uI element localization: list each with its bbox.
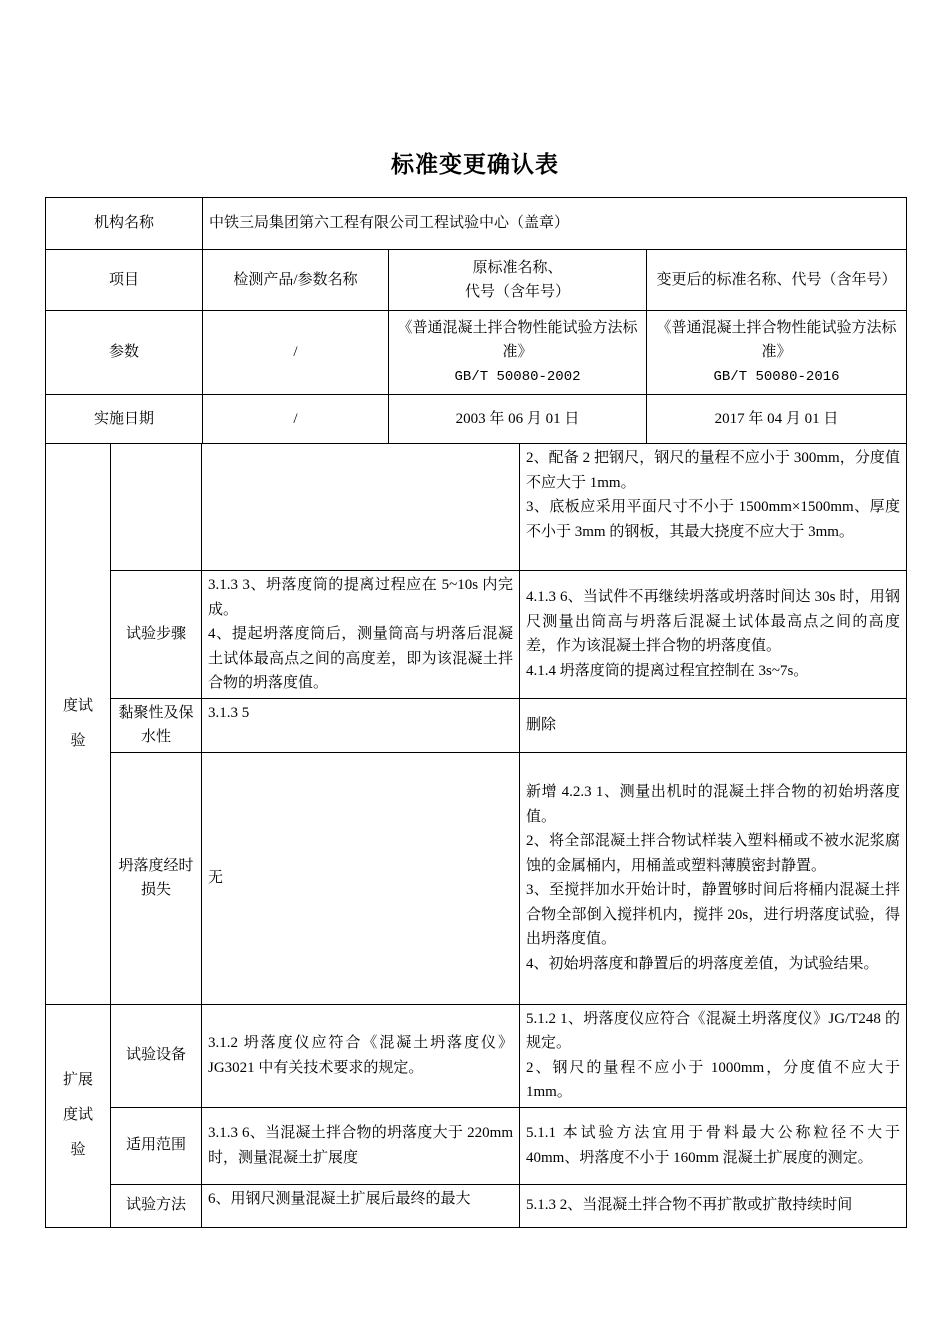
- spread-scope-new: 5.1.1 本试验方法宜用于骨料最大公称粒径不大于 40mm、坍落度不小于 160mm 混凝土扩展度的测定。: [520, 1107, 907, 1184]
- cohesion-new: 删除: [520, 698, 907, 752]
- slump-loss-new: [520, 752, 907, 1004]
- param-label: 参数: [46, 311, 203, 395]
- slump-steps-category: 试验步骤: [111, 571, 202, 699]
- new-std-code: GB/T 50080-2016: [713, 368, 840, 385]
- spread-equipment-new-1: 5.1.2 1、坍落度仪应符合《混凝土坍落度仪》JG/T248 的规定。: [526, 1010, 900, 1051]
- spread-equipment-new-2: 2、钢尺的量程不应小于 1000mm，分度值不应大于 1mm。: [526, 1059, 900, 1100]
- slump-loss-new-1: 新增 4.2.3 1、测量出机时的混凝土拌合物的初始坍落度值。: [526, 784, 900, 825]
- slump-loss-category: 坍落度经时损失: [111, 752, 202, 1004]
- new-std-name: 《普通混凝土拌合物性能试验方法标准》: [656, 319, 897, 361]
- spread-section-label: [46, 1004, 111, 1227]
- orig-std-header: [389, 250, 647, 311]
- slump-equipment-old: [202, 444, 520, 571]
- new-std-cell: [647, 311, 907, 395]
- spread-scope-category: 适用范围: [111, 1107, 202, 1184]
- slump-equipment-new-2: 3、底板应采用平面尺寸不小于 1500mm×1500mm、厚度不小于 3mm 的钢板，其最大挠度不应大于 3mm。: [526, 499, 900, 540]
- detail-table: [45, 443, 907, 1228]
- date-label: 实施日期: [46, 395, 203, 444]
- orig-date: 2003 年 06 月 01 日: [389, 395, 647, 444]
- slump-equipment-category: [111, 444, 202, 571]
- spread-equipment-old: 3.1.2 坍落度仪应符合《混凝土坍落度仪》JG3021 中有关技术要求的规定。: [202, 1004, 520, 1107]
- slump-section-label: [46, 444, 111, 1005]
- orig-std-code: GB/T 50080-2002: [454, 368, 581, 385]
- orig-std-header-line2: 代号（含年号）: [464, 284, 570, 300]
- slump-steps-new: [520, 571, 907, 699]
- item-label: 项目: [46, 250, 203, 311]
- param-product: /: [203, 311, 389, 395]
- slump-steps-new-2: 4.1.4 坍落度筒的提离过程宜控制在 3s~7s。: [526, 662, 809, 679]
- slump-steps-old-2: 4、提起坍落度筒后，测量筒高与坍落后混凝土试体最高点之间的高度差，即为该混凝土拌合物的坍落度值。: [208, 626, 513, 691]
- orig-std-header-line1: 原标准名称、: [472, 259, 563, 276]
- orig-std-name: 《普通混凝土拌合物性能试验方法标准》: [397, 319, 638, 361]
- slump-equipment-new: [520, 444, 907, 571]
- slump-loss-new-3: 3、至搅拌加水开始计时，静置够时间后将桶内混凝土拌合物全部倒入搅拌机内，搅拌 20s，进行坍落度试验，得出坍落度值。: [526, 882, 900, 947]
- spread-method-old: 6、用钢尺测量混凝土扩展后最终的最大: [202, 1184, 520, 1227]
- spread-equipment-new: [520, 1004, 907, 1107]
- org-value: 中铁三局集团第六工程有限公司工程试验中心（盖章）: [203, 198, 907, 250]
- slump-steps-old: [202, 571, 520, 699]
- slump-steps-old-1: 3.1.3 3、坍落度筒的提离过程应在 5~10s 内完成。: [208, 577, 513, 618]
- org-label: 机构名称: [46, 198, 203, 250]
- slump-loss-new-4: 4、初始坍落度和静置后的坍落度差值，为试验结果。: [526, 955, 879, 972]
- slump-loss-old: 无: [202, 752, 520, 1004]
- spread-equipment-category: 试验设备: [111, 1004, 202, 1107]
- slump-section-text: 度试验: [62, 697, 93, 749]
- new-date: 2017 年 04 月 01 日: [647, 395, 907, 444]
- spread-method-new: 5.1.3 2、当混凝土拌合物不再扩散或扩散持续时间: [520, 1184, 907, 1227]
- new-std-header: 变更后的标准名称、代号（含年号）: [647, 250, 907, 311]
- product-label: 检测产品/参数名称: [203, 250, 389, 311]
- spread-scope-old: 3.1.3 6、当混凝土拌合物的坍落度大于 220mm 时，测量混凝土扩展度: [202, 1107, 520, 1184]
- slump-equipment-new-1: 2、配备 2 把钢尺，钢尺的量程不应小于 300mm，分度值不应大于 1mm。: [526, 450, 900, 491]
- spread-method-category: 试验方法: [111, 1184, 202, 1227]
- date-product: /: [203, 395, 389, 444]
- orig-std-cell: [389, 311, 647, 395]
- page-title: 标准变更确认表: [391, 152, 559, 177]
- cohesion-category: 黏聚性及保水性: [111, 698, 202, 752]
- slump-loss-new-2: 2、将全部混凝土拌合物试样装入塑料桶或不被水泥浆腐蚀的金属桶内，用桶盖或塑料薄膜密封静置。: [526, 833, 900, 874]
- spread-section-text: 扩展度试验: [62, 1072, 93, 1158]
- header-table: [45, 197, 907, 444]
- cohesion-old: 3.1.3 5: [202, 698, 520, 752]
- slump-steps-new-1: 4.1.3 6、当试件不再继续坍落或坍落时间达 30s 时，用钢尺测量出筒高与坍落后混凝土试体最高点之间的高度差，作为该混凝土拌合物的坍落度值。: [526, 589, 900, 655]
